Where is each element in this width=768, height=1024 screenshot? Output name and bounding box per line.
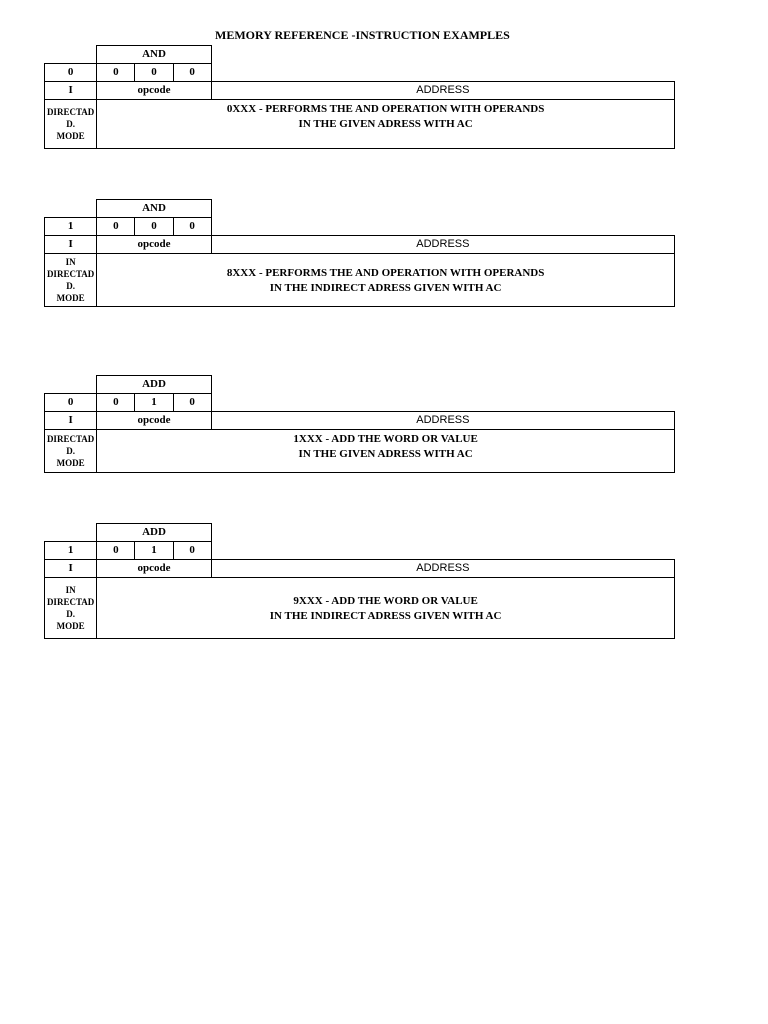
addressing-mode-label	[45, 430, 97, 473]
mode-line: MODE	[56, 293, 85, 303]
bit-value: 1	[45, 218, 97, 236]
description-line-2: IN THE INDIRECT ADRESS GIVEN WITH AC	[269, 610, 502, 622]
address-label: ADDRESS	[211, 560, 674, 578]
description-line-1: 0XXX - PERFORMS THE AND OPERATION WITH OPERANDS	[226, 103, 545, 115]
opcode-name-row	[45, 524, 675, 542]
description-line-1: 9XXX - ADD THE WORD OR VALUE	[293, 595, 478, 607]
address-label: ADDRESS	[211, 412, 674, 430]
description-line-1: 1XXX - ADD THE WORD OR VALUE	[293, 433, 478, 445]
bit-value-row	[45, 542, 675, 560]
bit-value-row	[45, 64, 675, 82]
opcode-label: opcode	[97, 236, 212, 254]
addressing-mode-label	[45, 100, 97, 149]
bit-value: 0	[135, 64, 173, 82]
instruction-description	[97, 100, 675, 149]
instruction-description	[97, 254, 675, 307]
bit-value: 0	[45, 64, 97, 82]
mode-line: IN	[65, 257, 76, 267]
instruction-table	[44, 375, 675, 473]
instruction-example-and-direct	[44, 45, 675, 149]
opcode-name-row	[45, 376, 675, 394]
opcode-name-row	[45, 200, 675, 218]
address-label: ADDRESS	[211, 82, 674, 100]
bit-value: 0	[173, 218, 211, 236]
opcode-name-row	[45, 46, 675, 64]
field-label-row	[45, 236, 675, 254]
bit-value: 0	[97, 218, 135, 236]
mode-line: DIRECTAD	[46, 269, 95, 279]
address-label: ADDRESS	[211, 236, 674, 254]
bit-value-row	[45, 218, 675, 236]
opcode-label: opcode	[97, 82, 212, 100]
indirect-bit-label: I	[45, 236, 97, 254]
description-line-2: IN THE GIVEN ADRESS WITH AC	[298, 448, 473, 460]
bit-value: 1	[45, 542, 97, 560]
bit-value: 0	[135, 218, 173, 236]
field-label-row	[45, 412, 675, 430]
instruction-table	[44, 523, 675, 639]
description-line-2: IN THE INDIRECT ADRESS GIVEN WITH AC	[269, 282, 502, 294]
mode-line: DIRECTAD	[46, 597, 95, 607]
indirect-bit-label: I	[45, 412, 97, 430]
instruction-name: ADD	[97, 376, 212, 394]
bit-value: 0	[97, 394, 135, 412]
instruction-name: ADD	[97, 524, 212, 542]
instruction-description	[97, 578, 675, 639]
indirect-bit-label: I	[45, 560, 97, 578]
description-row	[45, 100, 675, 149]
addressing-mode-label	[45, 254, 97, 307]
instruction-example-add-indirect	[44, 523, 675, 639]
field-label-row	[45, 82, 675, 100]
mode-line: MODE	[56, 458, 85, 468]
description-row	[45, 578, 675, 639]
mode-line: D.	[66, 119, 75, 129]
description-row	[45, 254, 675, 307]
mode-line: D.	[66, 281, 75, 291]
bit-value: 0	[97, 542, 135, 560]
bit-value-row	[45, 394, 675, 412]
indirect-bit-label: I	[45, 82, 97, 100]
bit-value: 1	[135, 542, 173, 560]
page-title: MEMORY REFERENCE -INSTRUCTION EXAMPLES	[215, 28, 510, 42]
description-row	[45, 430, 675, 473]
mode-line: DIRECTAD	[46, 107, 95, 117]
bit-value: 0	[97, 64, 135, 82]
description-line-1: 8XXX - PERFORMS THE AND OPERATION WITH OPERANDS	[226, 267, 545, 279]
bit-value: 1	[135, 394, 173, 412]
instruction-example-and-indirect	[44, 199, 675, 307]
instruction-table	[44, 45, 675, 149]
description-line-2: IN THE GIVEN ADRESS WITH AC	[298, 118, 473, 130]
mode-line: D.	[66, 609, 75, 619]
instruction-name: AND	[97, 46, 212, 64]
mode-line: MODE	[56, 131, 85, 141]
mode-line: MODE	[56, 621, 85, 631]
instruction-name: AND	[97, 200, 212, 218]
opcode-label: opcode	[97, 560, 212, 578]
bit-value: 0	[173, 394, 211, 412]
bit-value: 0	[173, 542, 211, 560]
mode-line: DIRECTAD	[46, 434, 95, 444]
mode-line: IN	[65, 585, 76, 595]
opcode-label: opcode	[97, 412, 212, 430]
field-label-row	[45, 560, 675, 578]
addressing-mode-label	[45, 578, 97, 639]
instruction-table	[44, 199, 675, 307]
instruction-example-add-direct	[44, 375, 675, 473]
bit-value: 0	[173, 64, 211, 82]
bit-value: 0	[45, 394, 97, 412]
mode-line: D.	[66, 446, 75, 456]
instruction-description	[97, 430, 675, 473]
